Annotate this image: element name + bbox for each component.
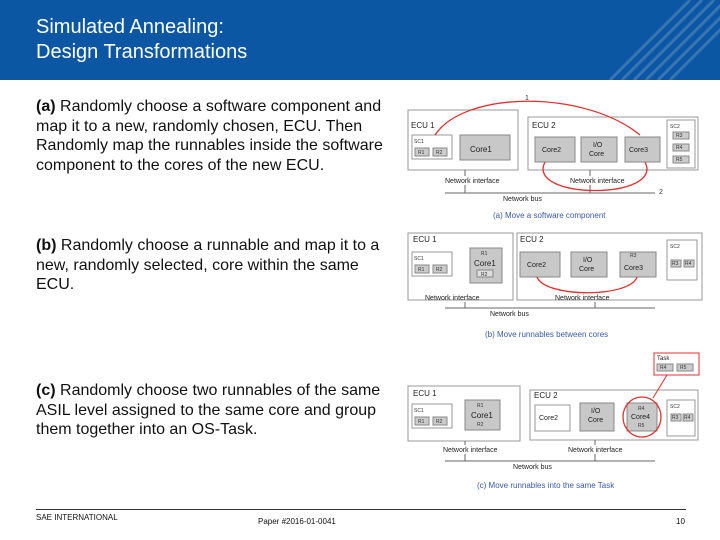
footer-paper-number: Paper #2016-01-0041 <box>258 517 336 526</box>
swc-label: SC1 <box>414 256 424 262</box>
swc-label: SC1 <box>414 408 424 414</box>
net-interface-2: Network interface <box>555 295 610 302</box>
core4-r4: R4 <box>638 406 645 412</box>
runnable-r2-label: R2 <box>436 150 443 156</box>
slide-title <box>36 15 247 65</box>
figure-b-caption: (b) Move runnables between cores <box>485 330 609 339</box>
runnable-r2-label: R2 <box>436 419 443 425</box>
paragraph-b <box>36 236 401 295</box>
net-interface-1: Network interface <box>425 295 480 302</box>
slide-header <box>0 0 720 80</box>
ecu1-label: ECU 1 <box>411 121 435 130</box>
figure-a <box>405 90 705 225</box>
swc2-label: SC2 <box>670 124 680 130</box>
figure-c-caption: (c) Move runnables into the same Task <box>477 481 615 490</box>
task-r4-label: R4 <box>660 365 667 371</box>
ecu1-label: ECU 1 <box>413 389 437 398</box>
core2-label: Core2 <box>527 262 547 269</box>
core1-label: Core1 <box>471 411 493 420</box>
core1-r2: R2 <box>477 422 484 428</box>
io-box <box>571 252 607 277</box>
io-label: I/O <box>593 142 603 149</box>
task-legend-label: Task <box>657 356 670 362</box>
paragraph-c-label: (c) <box>36 382 56 399</box>
paragraph-a-label: (a) <box>36 98 56 115</box>
net-interface-1: Network interface <box>445 178 500 185</box>
net-interface-2: Network interface <box>568 447 623 454</box>
core3-label: Core3 <box>624 265 644 272</box>
title-line-1: Simulated Annealing: <box>36 16 224 38</box>
figure-c <box>405 348 705 493</box>
title-line-2: Design Transformations <box>36 41 248 63</box>
swc-label: SC1 <box>414 139 424 145</box>
paragraph-b-label: (b) <box>36 237 57 254</box>
runnable-r2-label: R2 <box>436 267 443 273</box>
io-core-label: Core <box>588 417 604 424</box>
paragraph-c-text: Randomly choose two runnables of the same ASIL level assigned to the same core and group them together into an OS-Task. <box>36 382 381 438</box>
footer-org: SAE INTERNATIONAL <box>36 513 118 522</box>
paragraph-b-text: Randomly choose a runnable and map it to a new, randomly selected, core within the same ECU. <box>36 237 380 293</box>
core4-r5: R5 <box>638 423 645 429</box>
network-bus-label: Network bus <box>503 196 542 203</box>
io-core-label: Core <box>579 266 595 273</box>
core4-label: Core4 <box>631 414 651 421</box>
swc2-r3-label: R3 <box>672 415 679 421</box>
runnable-r1-label: R1 <box>418 419 425 425</box>
ecu2-label: ECU 2 <box>532 121 556 130</box>
step-2-label: 2 <box>659 189 663 196</box>
swc2-r4-label: R4 <box>676 145 683 151</box>
swc2-label: SC2 <box>670 244 680 250</box>
core3-label: Core3 <box>629 147 649 154</box>
runnable-r1-label: R1 <box>418 267 425 273</box>
io-core-label: Core <box>589 151 605 158</box>
figure-b <box>405 230 705 345</box>
core1-label: Core1 <box>470 145 492 154</box>
io-label: I/O <box>591 408 601 415</box>
footer-page-number: 10 <box>676 517 685 526</box>
paragraph-a <box>36 97 401 175</box>
core1-r1: R1 <box>477 403 484 409</box>
header-stripes-decoration <box>590 0 720 80</box>
paragraph-a-text: Randomly choose a software component and map it to a new, randomly chosen, ECU. Then Randomly map the runnables inside the software component to the cores of the new ECU. <box>36 98 383 174</box>
ecu2-label: ECU 2 <box>534 391 558 400</box>
ecu2-label: ECU 2 <box>520 235 544 244</box>
swc2-r4-label: R4 <box>685 261 692 267</box>
paragraph-c <box>36 381 401 440</box>
figure-a-caption: (a) Move a software component <box>493 211 606 220</box>
core3-r3: R3 <box>630 253 637 259</box>
io-box <box>581 137 617 162</box>
core1-r2: R2 <box>481 272 488 278</box>
core1-r1: R1 <box>481 251 488 257</box>
network-bus-label: Network bus <box>513 464 552 471</box>
swc2-r3-label: R3 <box>672 261 679 267</box>
footer-divider <box>36 509 686 510</box>
core1-label: Core1 <box>474 259 496 268</box>
swc2-r5-label: R5 <box>676 157 683 163</box>
ecu1-label: ECU 1 <box>413 235 437 244</box>
task-r5-label: R5 <box>680 365 687 371</box>
swc2-r4-label: R4 <box>684 415 691 421</box>
core2-label: Core2 <box>539 415 559 422</box>
step-1-label: 1 <box>525 95 529 102</box>
io-label: I/O <box>583 257 593 264</box>
net-interface-2: Network interface <box>570 178 625 185</box>
runnable-r1-label: R1 <box>418 150 425 156</box>
network-bus-label: Network bus <box>490 311 529 318</box>
core2-label: Core2 <box>542 147 562 154</box>
net-interface-1: Network interface <box>443 447 498 454</box>
swc2-r3-label: R3 <box>676 133 683 139</box>
swc2-label: SC2 <box>670 404 680 410</box>
